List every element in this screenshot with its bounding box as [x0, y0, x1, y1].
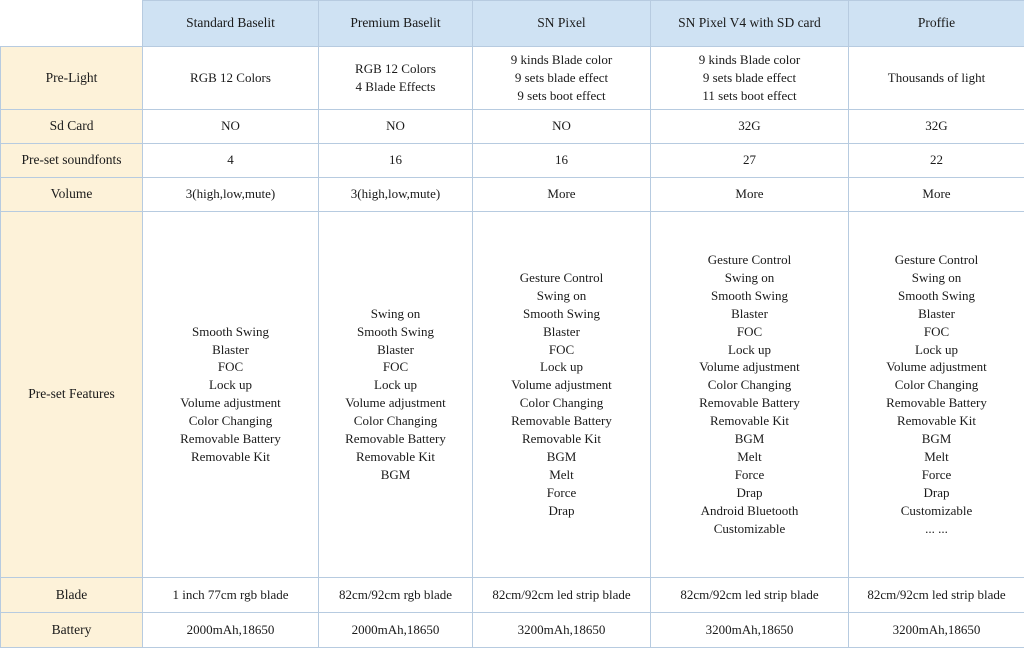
table-body: [1, 1, 1024, 648]
row-label-volume: Volume: [1, 177, 143, 211]
cell-line: 9 sets blade effect: [476, 69, 647, 87]
cell-pre-light-standard: [143, 47, 319, 110]
cell-line: 2000mAh,18650: [322, 621, 469, 639]
cell-line: 4: [146, 151, 315, 169]
cell-line: Smooth Swing: [852, 287, 1021, 305]
cell-line: Android Bluetooth: [654, 502, 845, 520]
cell-line: Volume adjustment: [852, 358, 1021, 376]
cell-line: Customizable: [654, 520, 845, 538]
cell-line: Gesture Control: [852, 251, 1021, 269]
cell-line: 16: [322, 151, 469, 169]
cell-line: Smooth Swing: [476, 305, 647, 323]
cell-line: NO: [146, 117, 315, 135]
cell-soundfonts-snpixelv4: [651, 143, 849, 177]
cell-line: Swing on: [654, 269, 845, 287]
cell-line: More: [654, 185, 845, 203]
cell-line: Lock up: [852, 341, 1021, 359]
column-header-sn-pixel: SN Pixel: [473, 1, 651, 47]
cell-line: Blaster: [654, 305, 845, 323]
cell-line: 16: [476, 151, 647, 169]
cell-line: Gesture Control: [476, 269, 647, 287]
cell-sd-card-snpixelv4: [651, 109, 849, 143]
cell-line: Color Changing: [654, 376, 845, 394]
cell-line: Volume adjustment: [146, 394, 315, 412]
table-row: [1, 109, 1024, 143]
table-row: [1, 612, 1024, 647]
cell-features-premium: [319, 211, 473, 577]
cell-line: Volume adjustment: [476, 376, 647, 394]
cell-line: FOC: [322, 358, 469, 376]
cell-line: 9 kinds Blade color: [654, 51, 845, 69]
cell-line: 11 sets boot effect: [654, 87, 845, 105]
cell-line: BGM: [654, 430, 845, 448]
cell-line: Removable Kit: [852, 412, 1021, 430]
cell-line: 3(high,low,mute): [322, 185, 469, 203]
cell-line: Blaster: [322, 341, 469, 359]
cell-features-proffie: [849, 211, 1024, 577]
cell-line: 82cm/92cm led strip blade: [476, 586, 647, 604]
cell-line: Removable Kit: [476, 430, 647, 448]
cell-line: Melt: [476, 466, 647, 484]
cell-volume-proffie: [849, 177, 1024, 211]
cell-line: Force: [476, 484, 647, 502]
cell-line: 82cm/92cm led strip blade: [654, 586, 845, 604]
cell-line: Melt: [852, 448, 1021, 466]
cell-blade-standard: [143, 577, 319, 612]
cell-line: Smooth Swing: [654, 287, 845, 305]
cell-line: 32G: [654, 117, 845, 135]
cell-sd-card-proffie: [849, 109, 1024, 143]
cell-soundfonts-proffie: [849, 143, 1024, 177]
cell-line: 27: [654, 151, 845, 169]
column-header-proffie: Proffie: [849, 1, 1024, 47]
cell-line: FOC: [654, 323, 845, 341]
cell-blade-proffie: [849, 577, 1024, 612]
cell-line: Swing on: [852, 269, 1021, 287]
cell-soundfonts-standard: [143, 143, 319, 177]
cell-line: Volume adjustment: [322, 394, 469, 412]
cell-line: 9 kinds Blade color: [476, 51, 647, 69]
cell-line: BGM: [476, 448, 647, 466]
cell-line: Lock up: [322, 376, 469, 394]
cell-line: RGB 12 Colors: [322, 60, 469, 78]
cell-features-standard: [143, 211, 319, 577]
row-label-pre-light: Pre-Light: [1, 47, 143, 110]
cell-line: ... ...: [852, 520, 1021, 538]
cell-battery-standard: [143, 612, 319, 647]
cell-blade-premium: [319, 577, 473, 612]
table-row: [1, 47, 1024, 110]
cell-line: Drap: [852, 484, 1021, 502]
cell-line: Smooth Swing: [322, 323, 469, 341]
cell-line: FOC: [852, 323, 1021, 341]
cell-line: NO: [476, 117, 647, 135]
cell-line: Color Changing: [146, 412, 315, 430]
cell-line: Removable Kit: [654, 412, 845, 430]
cell-line: 3200mAh,18650: [476, 621, 647, 639]
table-corner-cell: [1, 1, 143, 47]
cell-line: More: [852, 185, 1021, 203]
cell-blade-snpixel: [473, 577, 651, 612]
cell-line: FOC: [146, 358, 315, 376]
cell-features-snpixel: [473, 211, 651, 577]
table-row: [1, 577, 1024, 612]
cell-line: 3200mAh,18650: [852, 621, 1021, 639]
cell-battery-premium: [319, 612, 473, 647]
cell-line: Force: [852, 466, 1021, 484]
row-label-pre-set-features: Pre-set Features: [1, 211, 143, 577]
cell-line: 22: [852, 151, 1021, 169]
cell-pre-light-snpixelv4: [651, 47, 849, 110]
cell-line: Removable Battery: [654, 394, 845, 412]
cell-sd-card-premium: [319, 109, 473, 143]
cell-line: 82cm/92cm led strip blade: [852, 586, 1021, 604]
cell-line: Color Changing: [476, 394, 647, 412]
cell-volume-snpixelv4: [651, 177, 849, 211]
cell-sd-card-snpixel: [473, 109, 651, 143]
table-row: [1, 143, 1024, 177]
cell-volume-standard: [143, 177, 319, 211]
cell-line: 1 inch 77cm rgb blade: [146, 586, 315, 604]
cell-line: Drap: [654, 484, 845, 502]
cell-line: Lock up: [654, 341, 845, 359]
cell-line: RGB 12 Colors: [146, 69, 315, 87]
row-label-battery: Battery: [1, 612, 143, 647]
column-header-standard-baselit: Standard Baselit: [143, 1, 319, 47]
cell-line: Color Changing: [852, 376, 1021, 394]
cell-volume-premium: [319, 177, 473, 211]
cell-soundfonts-snpixel: [473, 143, 651, 177]
cell-line: Thousands of light: [852, 69, 1021, 87]
cell-line: Customizable: [852, 502, 1021, 520]
cell-line: Blaster: [476, 323, 647, 341]
cell-line: 2000mAh,18650: [146, 621, 315, 639]
cell-battery-snpixel: [473, 612, 651, 647]
cell-line: Drap: [476, 502, 647, 520]
row-label-pre-set-soundfonts: Pre-set soundfonts: [1, 143, 143, 177]
cell-line: 32G: [852, 117, 1021, 135]
cell-line: Removable Battery: [852, 394, 1021, 412]
cell-line: Swing on: [476, 287, 647, 305]
cell-blade-snpixelv4: [651, 577, 849, 612]
cell-line: Color Changing: [322, 412, 469, 430]
cell-line: Lock up: [146, 376, 315, 394]
row-label-sd-card: Sd Card: [1, 109, 143, 143]
cell-line: 3(high,low,mute): [146, 185, 315, 203]
cell-line: Volume adjustment: [654, 358, 845, 376]
cell-line: NO: [322, 117, 469, 135]
cell-battery-snpixelv4: [651, 612, 849, 647]
cell-pre-light-premium: [319, 47, 473, 110]
cell-line: Removable Battery: [476, 412, 647, 430]
table-row: [1, 177, 1024, 211]
cell-line: 82cm/92cm rgb blade: [322, 586, 469, 604]
cell-pre-light-snpixel: [473, 47, 651, 110]
cell-line: Melt: [654, 448, 845, 466]
cell-line: Lock up: [476, 358, 647, 376]
row-label-blade: Blade: [1, 577, 143, 612]
cell-line: Smooth Swing: [146, 323, 315, 341]
cell-sd-card-standard: [143, 109, 319, 143]
table-row: [1, 211, 1024, 577]
table-header-row: [1, 1, 1024, 47]
cell-line: Gesture Control: [654, 251, 845, 269]
column-header-sn-pixel-v4: SN Pixel V4 with SD card: [651, 1, 849, 47]
cell-line: BGM: [852, 430, 1021, 448]
cell-line: BGM: [322, 466, 469, 484]
cell-line: 9 sets boot effect: [476, 87, 647, 105]
cell-line: Removable Kit: [146, 448, 315, 466]
cell-line: Removable Battery: [146, 430, 315, 448]
cell-soundfonts-premium: [319, 143, 473, 177]
cell-line: Removable Battery: [322, 430, 469, 448]
cell-features-snpixelv4: [651, 211, 849, 577]
cell-line: 9 sets blade effect: [654, 69, 845, 87]
cell-line: More: [476, 185, 647, 203]
cell-volume-snpixel: [473, 177, 651, 211]
cell-line: Force: [654, 466, 845, 484]
cell-line: Blaster: [852, 305, 1021, 323]
cell-line: Blaster: [146, 341, 315, 359]
cell-line: FOC: [476, 341, 647, 359]
cell-line: 3200mAh,18650: [654, 621, 845, 639]
cell-battery-proffie: [849, 612, 1024, 647]
cell-line: 4 Blade Effects: [322, 78, 469, 96]
cell-pre-light-proffie: [849, 47, 1024, 110]
cell-line: Removable Kit: [322, 448, 469, 466]
cell-line: Swing on: [322, 305, 469, 323]
column-header-premium-baselit: Premium Baselit: [319, 1, 473, 47]
